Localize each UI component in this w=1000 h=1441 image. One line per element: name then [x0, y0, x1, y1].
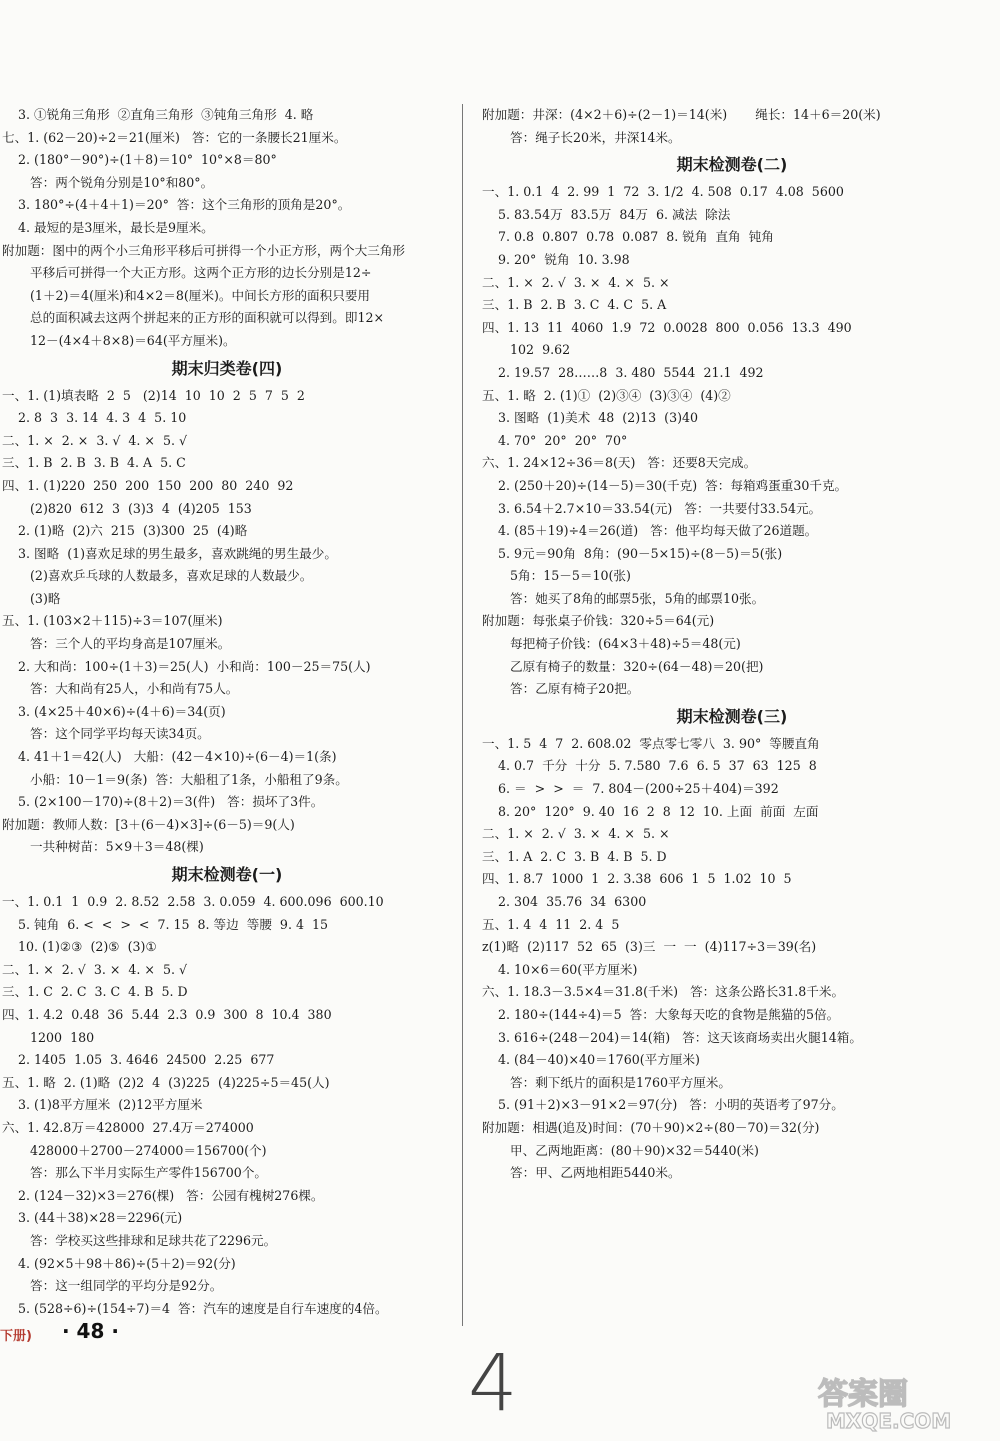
answer-line: 5. (91＋2)×3－91×2＝97(分) 答：小明的英语考了97分。: [482, 1097, 844, 1113]
answer-line: 答：这个同学平均每天读34页。: [2, 726, 210, 742]
answer-line: (2)820 612 3 (3)3 4 (4)205 153: [2, 500, 252, 516]
answer-line: 3. 6.54＋2.7×10＝33.54(元) 答：一共要付33.54元。: [482, 500, 822, 516]
answer-line: 5. (528÷6)÷(154÷7)＝4 答：汽车的速度是自行车速度的4倍。: [2, 1300, 388, 1316]
answer-line: 三、1. C 2. C 3. C 4. B 5. D: [2, 984, 188, 1000]
answer-line: 总的面积减去这两个拼起来的正方形的面积就可以得到。即12×: [2, 310, 385, 326]
answer-line: 4. (92×5＋98＋86)÷(5＋2)＝92(分): [2, 1255, 236, 1271]
answer-line: 4. 0.7 千分 十分 5. 7.580 7.6 6. 5 37 63 125 8: [482, 758, 817, 774]
answer-line: 3. (44＋38)×28＝2296(元): [2, 1210, 183, 1226]
answer-line: 四、1. 4.2 0.48 36 5.44 2.3 0.9 300 8 10.4 380: [2, 1006, 332, 1022]
answer-line: 平移后可拼得一个大正方形。这两个正方形的边长分别是12÷: [2, 265, 372, 281]
answer-line: 3. 616÷(248－204)＝14(箱) 答：这天该商场卖出火腿14箱。: [482, 1029, 862, 1045]
answer-line: 答：学校买这些排球和足球共花了2296元。: [2, 1232, 277, 1248]
answer-line: 4. 41＋1＝42(人) 大船：(42－4×10)÷(6－4)＝1(条): [2, 749, 337, 765]
answer-line: 5角：15－5＝10(张): [482, 568, 631, 584]
answer-line: 一、1. 0.1 4 2. 99 1 72 3. 1/2 4. 508 0.17 4.08 5600: [482, 184, 844, 200]
answer-line: 小船：10－1＝9(条) 答：大船租了1条，小船租了9条。: [2, 771, 348, 787]
answer-line: 四、1. (1)220 250 200 150 200 80 240 92: [2, 477, 294, 493]
answer-line: 七、1. (62－20)÷2＝21(厘米) 答：它的一条腰长21厘米。: [2, 129, 347, 145]
answer-line: 甲、乙两地距离：(80＋90)×32＝5440(米): [482, 1142, 759, 1158]
answer-line: 三、1. B 2. B 3. B 4. A 5. C: [2, 455, 186, 471]
answer-line: 六、1. 18.3－3.5×4＝31.8(千米) 答：这条公路长31.8千米。: [482, 984, 845, 1000]
answer-line: 4. 最短的是3厘米，最长是9厘米。: [2, 219, 214, 235]
section-title: 期末归类卷(四): [171, 358, 283, 378]
answer-line: 答：甲、乙两地相距5440米。: [482, 1165, 681, 1181]
answer-line: 3. ①锐角三角形 ②直角三角形 ③钝角三角形 4. 略: [2, 107, 314, 122]
answer-line: 428000＋2700－274000＝156700(个): [2, 1142, 267, 1158]
answer-line: 10. (1)②③ (2)⑤ (3)①: [2, 939, 157, 955]
answer-line: 4. (84－40)×40＝1760(平方厘米): [482, 1052, 700, 1068]
answer-line: 12－(4×4＋8×8)＝64(平方厘米)。: [2, 332, 236, 348]
answer-line: 2. 1405 1.05 3. 4646 24500 2.25 677: [2, 1052, 275, 1068]
answer-line: 2. (250＋20)÷(14－5)＝30(千克) 答：每箱鸡蛋重30千克。: [482, 477, 848, 493]
answer-line: 2. 8 3 3. 14 4. 3 4 5. 10: [2, 410, 187, 426]
svg-text:答案圈: 答案圈: [818, 1377, 908, 1412]
answer-line: 2. 304 35.76 34 6300: [482, 894, 647, 909]
answer-line: 5. 钝角 6. < < > < 7. 15 8. 等边 等腰 9. 4 15: [2, 916, 328, 932]
answer-line: 附加题：每张桌子价钱：320÷5＝64(元): [482, 613, 715, 629]
answer-line: 4. (85＋19)÷4＝26(道) 答：他平均每天做了26道题。: [482, 523, 818, 539]
answer-line: 四、1. 8.7 1000 1 2. 3.38 606 1 5 1.02 10 5: [482, 871, 792, 887]
answer-line: (3)略: [2, 590, 61, 606]
svg-text:MXQE.COM: MXQE.COM: [826, 1409, 952, 1433]
answer-line: 附加题：井深：(4×2＋6)÷(2－1)＝14(米) 绳长：14＋6＝20(米): [482, 107, 881, 122]
answer-line: 3. (1)8平方厘米 (2)12平方厘米: [2, 1097, 203, 1113]
answer-line: 4. 70° 20° 20° 70°: [482, 432, 628, 448]
answer-line: 附加题：相遇(追及)时间：(70＋90)×2÷(80－70)＝32(分): [482, 1119, 820, 1135]
answer-line: 四、1. 13 11 4060 1.9 72 0.0028 800 0.056 13.3 490: [482, 319, 852, 335]
answer-line: 3. 180°÷(4＋4＋1)＝20° 答：这个三角形的顶角是20°。: [2, 197, 351, 213]
answer-line: 2. 19.57 28……8 3. 480 5544 21.1 492: [482, 364, 764, 380]
answer-line: 答：那么下半月实际生产零件156700个。: [2, 1165, 268, 1181]
page-number: · 48 ·: [62, 1319, 119, 1343]
answer-line: 附加题：教师人数：[3＋(6－4)×3]÷(6－5)＝9(人): [2, 816, 295, 832]
column-divider: [462, 104, 463, 1326]
section-title: 期末检测卷(三): [676, 706, 788, 726]
answer-line: 乙原有椅子的数量：320÷(64－48)＝20(把): [482, 658, 764, 674]
answer-line: 六、1. 42.8万＝428000 27.4万＝274000: [2, 1119, 254, 1135]
answer-line: 8. 20° 120° 9. 40 16 2 8 12 10. 上面 前面 左面: [482, 803, 819, 819]
right-answer-column: [482, 104, 982, 1185]
answer-line: 102 9.62: [482, 342, 571, 358]
answer-line: 二、1. × 2. √ 3. × 4. × 5. √: [2, 961, 188, 977]
volume-label: 下册): [0, 1329, 32, 1344]
answer-line: 2. (124－32)×3＝276(棵) 答：公园有槐树276棵。: [2, 1187, 324, 1203]
answer-line: 一、1. 5 4 7 2. 608.02 零点零七零八 3. 90° 等腰直角: [482, 735, 820, 751]
answer-line: 答：这一组同学的平均分是92分。: [2, 1278, 223, 1294]
answer-line: 答：剩下纸片的面积是1760平方厘米。: [482, 1074, 731, 1090]
answer-line: 3. (4×25＋40×6)÷(4＋6)＝34(页): [2, 703, 226, 719]
answer-line: 9. 20° 锐角 10. 3.98: [482, 251, 630, 267]
section-title: 期末检测卷(二): [676, 155, 788, 175]
answer-line: 答：她买了8角的邮票5张，5角的邮票10张。: [482, 590, 765, 606]
answer-line: 2. 180÷(144÷4)＝5 答：大象每天吃的食物是熊猫的5倍。: [482, 1006, 840, 1022]
answer-line: 附加题：图中的两个小三角形平移后可拼得一个小正方形，两个大三角形: [2, 242, 405, 258]
answer-line: 答：三个人的平均身高是107厘米。: [2, 636, 231, 652]
answer-line: 五、1. 略 2. (1)① (2)③④ (3)③④ (4)②: [482, 387, 731, 403]
answer-line: 2. (1)略 (2)六 215 (3)300 25 (4)略: [2, 523, 248, 539]
left-answer-column: [2, 104, 452, 1320]
answer-line: 一、1. 0.1 1 0.9 2. 8.52 2.58 3. 0.059 4. 600.096 600.10: [2, 894, 384, 909]
answer-line: 二、1. × 2. √ 3. × 4. × 5. ×: [482, 826, 670, 842]
answer-line: 5. (2×100－170)÷(8＋2)＝3(件) 答：损坏了3件。: [2, 794, 324, 810]
answer-line: 一、1. (1)填表略 2 5 (2)14 10 10 2 5 7 5 2: [2, 387, 305, 403]
answer-line: (1＋2)＝4(厘米)和4×2＝8(厘米)。中间长方形的面积只要用: [2, 287, 371, 303]
answer-line: 三、1. B 2. B 3. C 4. C 5. A: [482, 297, 667, 313]
answer-line: 5. 9元＝90角 8角：(90－5×15)÷(8－5)＝5(张): [482, 545, 783, 561]
answer-line: 一共种树苗：5×9＋3＝48(棵): [2, 839, 204, 855]
answer-line: 答：乙原有椅子20把。: [482, 681, 640, 697]
answer-line: 3. 图略 (1)美术 48 (2)13 (3)40: [482, 410, 699, 426]
answer-line: 2. 大和尚：100÷(1＋3)＝25(人) 小和尚：100－25＝75(人): [2, 658, 371, 674]
answer-line: 答：绳子长20米，井深14米。: [482, 129, 681, 145]
watermark-logo: [812, 1370, 994, 1434]
answer-line: 三、1. A 2. C 3. B 4. B 5. D: [482, 848, 667, 864]
answer-line: 二、1. × 2. √ 3. × 4. × 5. ×: [482, 274, 670, 290]
answer-line: 6. ＝ > > ＝ 7. 804－(200÷25＋404)＝392: [482, 781, 779, 797]
answer-line: 六、1. 24×12÷36＝8(天) 答：还要8天完成。: [482, 455, 757, 471]
answer-line: 4. 10×6＝60(平方厘米): [482, 961, 638, 977]
answer-line: 5. 83.54万 83.5万 84万 6. 减法 除法: [482, 206, 731, 222]
handwritten-mark: 4: [468, 1339, 518, 1429]
answer-line: 五、1. (103×2＋115)÷3＝107(厘米): [2, 613, 223, 629]
answer-line: 五、1. 4 4 11 2. 4 5: [482, 916, 620, 932]
answer-line: 2. (180°－90°)÷(1＋8)＝10° 10°×8＝80°: [2, 152, 277, 168]
answer-line: (2)喜欢乒乓球的人数最多，喜欢足球的人数最少。: [2, 568, 313, 584]
answer-line: 1200 180: [2, 1029, 95, 1045]
answer-line: 7. 0.8 0.807 0.78 0.087 8. 锐角 直角 钝角: [482, 229, 774, 245]
answer-line: 二、1. × 2. × 3. √ 4. × 5. √: [2, 432, 188, 448]
section-title: 期末检测卷(一): [171, 865, 283, 884]
answer-line: 每把椅子价钱：(64×3＋48)÷5＝48(元): [482, 636, 741, 652]
answer-line: 答：两个锐角分别是10°和80°。: [2, 174, 214, 190]
answer-line: 五、1. 略 2. (1)略 (2)2 4 (3)225 (4)225÷5＝45(人): [2, 1074, 330, 1090]
answer-line: 答：大和尚有25人，小和尚有75人。: [2, 681, 239, 697]
answer-line: z(1)略 (2)117 52 65 (3)三 一 一 (4)117÷3＝39(名): [482, 939, 817, 955]
answer-line: 3. 图略 (1)喜欢足球的男生最多，喜欢跳绳的男生最少。: [2, 545, 337, 561]
